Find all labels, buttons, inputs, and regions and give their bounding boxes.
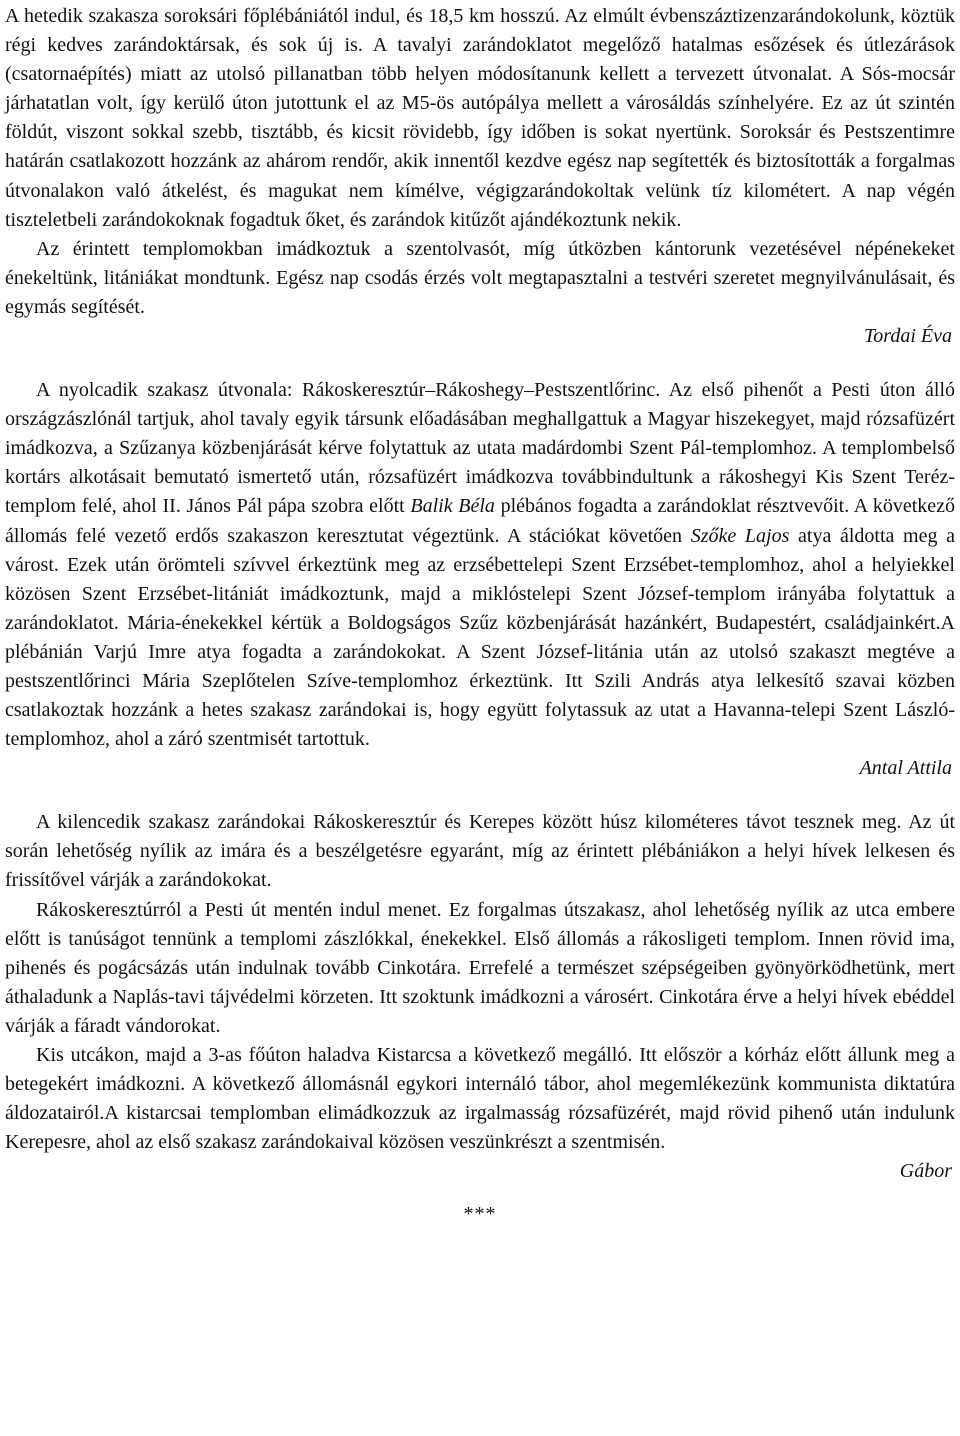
- spacer: [5, 351, 955, 376]
- text-run: atya áldotta meg a várost. Ezek után örömteli szívvel érkeztünk meg az erzsébettelepi Szent Erzsébet-templomhoz, ahol a helyiekkel közösen Szent Erzsébet-litániát imádkoztunk, majd a miklóstelepi Szent József-templom irányába folytattuk a zarándoklatot. Mária-énekekkel kértük a Boldogságos Szűz közbenjárását hazánkért, Budapestért, családjainkért.A plébánián Varjú Imre atya fogadta a zarándokokat. A Szent József-litánia után az utolsó szakaszt megtéve a pestszentlőrinci Mária Szeplőtelen Szíve-templomhoz érkeztünk. Itt Szili András atya lelkesítő szavai közben csatlakoztak hozzánk a hetes szakasz zarándokai is, hogy együtt folytassuk az utat a Havanna-telepi Szent László-templomhoz, ahol a záró szentmisét tartottuk.: [5, 524, 956, 751]
- document-page: [5, 0, 955, 1229]
- paragraph: Az érintett templomokban imádkoztuk a szentolvasót, míg útközben kántorunk vezetésével népénekeket énekeltünk, litániákat mondtunk. Egész nap csodás érzés volt megtapasztalni a testvéri szeretet megnyilvánulásait, és egymás segítését.: [5, 237, 955, 318]
- paragraph: Rákoskeresztúrról a Pesti út mentén indul menet. Ez forgalmas útszakasz, ahol lehetőség nyílik az utca embere előtt is tanúságot tennünk a templomi zászlókkal, énekekkel. Első állomás a rákosligeti templom. Innen rövid ima, pihenés és pogácsázás után indulnak tovább Cinkotára. Errefelé a természet szépségeiben gyönyörködhetünk, mert áthaladunk a Naplás-tavi tájvédelmi körzeten. Itt szoktunk imádkozni a városért. Cinkotára érve a helyi hívek ebéddel várják a fáradt vándorokat.: [5, 898, 955, 1037]
- paragraph: A hetedik szakasza soroksári főplébániától indul, és 18,5 km hosszú. Az elmúlt évbenszáztizenzarándokolunk, köztük régi kedves zarándoktársak, és sok új is. A tavalyi zarándoklatot megelőző hatalmas esőzések és útlezárások (csatornaépítés) miatt az utolsó pillanatban több helyen módosítanunk kellett a tervezett útvonalat. A Sós-mocsár járhatatlan volt, így kerülő úton jutottunk el az M5-ös autópálya mellett a városáldás színhelyére. Ez az út szintén földút, viszont sokkal szebb, tisztább, és kicsit rövidebb, így időben is sokat nyertünk. Soroksár és Pestszentimre határán csatlakozott hozzánk az ahárom rendőr, akik innentől kezdve egész nap segítették és biztosították a forgalmas útvonalakon való átkelést, és magukat nem kímélve, végigzarándokoltak velünk tíz kilométert. A nap végén tiszteletbeli zarándokoknak fogadtuk őket, és zarándok kitűzőt ajándékoztunk nekik.: [5, 5, 955, 231]
- paragraph: Kis utcákon, majd a 3-as főúton haladva Kistarcsa a következő megálló. Itt először a kórház előtt állunk meg a betegekért imádkozni. A következő állomásnál egykori internáló tábor, ahol megemlékezünk kommunista diktatúra áldozatairól.A kistarcsai templomban elimádkozzuk az irgalmasság rózsafüzérét, majd rövid pihenő után indulunk Kerepesre, ahol az első szakasz zarándokaival közösen veszünkrészt a szentmisén.: [5, 1044, 955, 1154]
- text-run: plébános fogadta a zarándoklat résztvevőit. A következő állomás felé vezető erdős szakaszon keresztutat végeztünk. A stációkat követően: [5, 495, 955, 547]
- author-signature: Gábor: [899, 1160, 952, 1183]
- author-signature: Tordai Éva: [864, 325, 952, 348]
- text-run: A nyolcadik szakasz útvonala: Rákoskeresztúr–Rákoshegy–Pestszentlőrinc. Az első pihenőt a Pesti úton álló országzászlónál tartjuk, ahol tavaly egyik társunk előadásában meghallgattuk a Magyar hiszekegyet, majd rózsafüzért imádkozva, a Szűzanya közbenjárását kérve folytattuk az utata madárdombi Szent Pál-templomhoz. A templombelső kortárs alkotásait bemutató ismertető után, rózsafüzért imádkozva továbbindultunk a rákoshegyi Kis Szent Teréz-templom felé, ahol II. János Pál pápa szobra előtt: [5, 379, 955, 518]
- paragraph: A kilencedik szakasz zarándokai Rákoskeresztúr és Kerepes között húsz kilométeres távot tesznek meg. Az út során lehetőség nyílik az imára és a beszélgetésre egyaránt, míg az érintett plébániákon a helyi hívek lelkesen és frissítővel várják a zarándokokat.: [5, 811, 955, 892]
- author-signature: Antal Attila: [859, 757, 952, 780]
- spacer: [5, 783, 955, 808]
- paragraph: [5, 376, 955, 754]
- section-separator: ***: [463, 1203, 497, 1226]
- person-name: Szőke Lajos: [690, 524, 790, 547]
- person-name: Balik Béla: [410, 495, 495, 518]
